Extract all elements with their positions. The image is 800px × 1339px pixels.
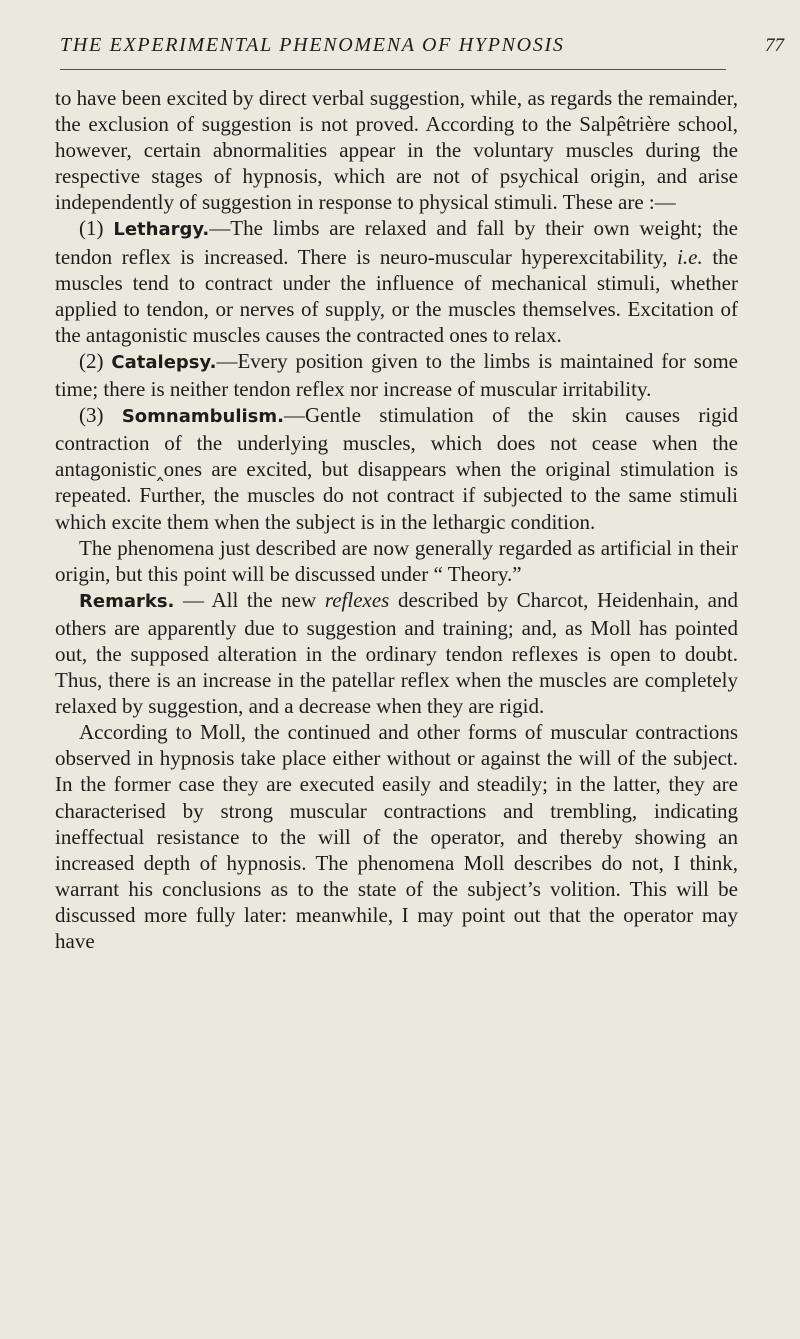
paragraph-continuation bbox=[55, 85, 738, 215]
heading-catalepsy: Catalepsy. bbox=[111, 351, 217, 373]
paragraph-somnambulism bbox=[55, 402, 738, 534]
running-title: THE EXPERIMENTAL PHENOMENA OF HYPNOSIS bbox=[60, 34, 565, 56]
heading-lethargy: Lethargy. bbox=[113, 219, 210, 241]
paragraph-text: —Every position given to the limbs is maintained for some time; there is neither tendon reflex nor increase of muscular irritability. bbox=[55, 348, 738, 402]
italic-abbreviation: i.e. bbox=[677, 244, 703, 269]
paragraph-text: described by Charcot, Heidenhain, and others are apparently due to suggestion and training; and, as Moll has pointed out, the supposed alteration in the ordinary tendon reflexes is open to doubt. Thus, there is an increase in the patellar reflex when the muscles are completely relaxed by suggestion, and a decrease when they are rigid. bbox=[55, 587, 739, 719]
header-rule bbox=[60, 69, 726, 70]
paragraph-text: —Gentle stimulation of the skin causes rigid contraction of the underlying muscles, which does not cease when the antagonistic‸ones are excited, but disappears when the original stimulation is repeated. Further, the muscles do not contract if subjected to the same stimuli which excite them when the subject is in the lethargic condition. bbox=[55, 403, 739, 534]
paragraph-text: to have been excited by direct verbal suggestion, while, as regards the remainder, the exclusion of suggestion is not proved. According to the Salpêtrière school, however, certain abnormalities appear in the voluntary muscles during the respective stages of hypnosis, which are not of psychical origin, and arise independently of suggestion in response to physical stimuli. These are :— bbox=[55, 86, 738, 215]
paragraph-lethargy bbox=[55, 215, 738, 347]
paragraph-catalepsy bbox=[55, 348, 738, 402]
paragraph-moll bbox=[55, 719, 738, 954]
paragraph-text: —The limbs are relaxed and fall by their own weight; the tendon reflex is increased. There is neuro-muscular hyperexcitability, bbox=[55, 216, 738, 269]
paragraph-text: According to Moll, the continued and other forms of muscular contractions observed in hypnosis take place either without or against the will of the subject. In the former case they are executed easily and steadily; in the latter, they are characterised by strong muscular contractions and trembling, indicating ineffectual resistance to the will of the operator, and thereby showing an increased depth of hypnosis. The phenomena Moll describes do not, I think, warrant his conclusions as to the state of the subject’s volition. This will be discussed more fully later: meanwhile, I may point out that the operator may have bbox=[55, 720, 738, 953]
heading-somnambulism: Somnambulism. bbox=[121, 406, 284, 428]
paragraph-text: The phenomena just described are now generally regarded as artificial in their origin, but this point will be discussed under “ Theory.” bbox=[55, 535, 738, 586]
item-number: (1) bbox=[79, 216, 104, 241]
item-number: (2) bbox=[79, 348, 104, 373]
item-number: (3) bbox=[79, 403, 104, 428]
heading-remarks: Remarks. bbox=[79, 590, 175, 612]
body-text bbox=[55, 85, 738, 954]
page-number: 77 bbox=[765, 35, 784, 56]
paragraph-remarks bbox=[55, 587, 738, 719]
paragraph-text: the muscles tend to contract under the influence of mechanical stimuli, whether applied to tendon, or nerves of supply, or the muscles themselves. Excitation of the antagonistic muscles causes the contracted ones to relax. bbox=[55, 244, 738, 347]
running-head bbox=[60, 34, 784, 64]
italic-term: reflexes bbox=[324, 587, 390, 612]
paragraph-phenomena bbox=[55, 535, 738, 587]
paragraph-text: — All the new bbox=[174, 587, 317, 612]
